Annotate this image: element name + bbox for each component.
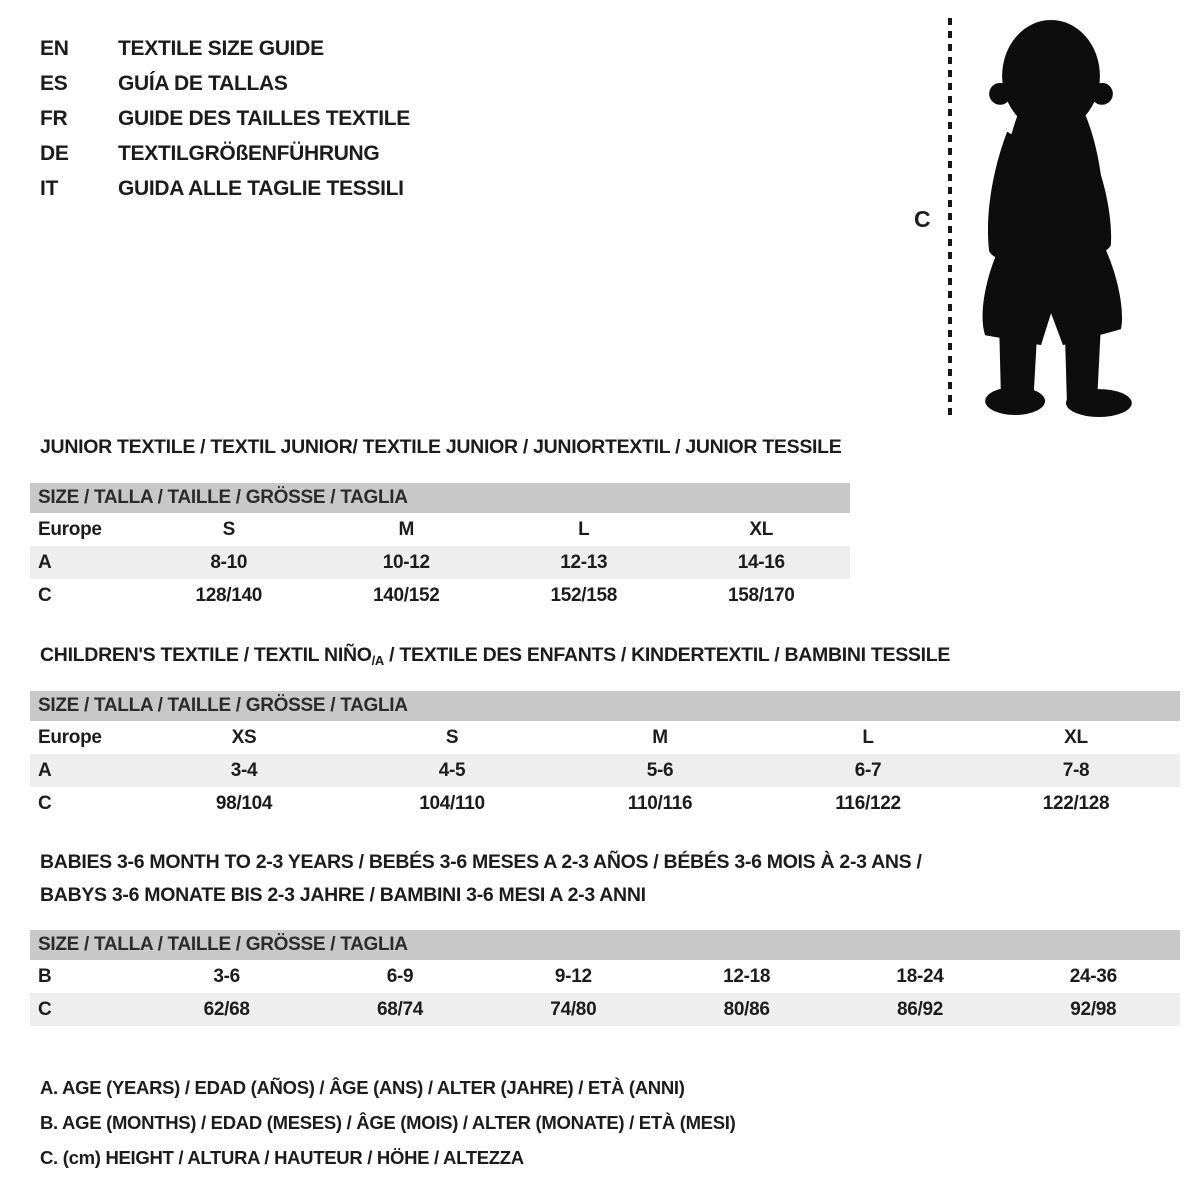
language-row-en xyxy=(40,31,410,66)
age-cell: 12-18 xyxy=(723,965,771,987)
size-cell: XS xyxy=(231,726,257,748)
height-cell: 86/92 xyxy=(896,998,943,1020)
height-cell: 140/152 xyxy=(372,584,440,606)
size-cell: XL xyxy=(749,518,774,540)
row-label: C xyxy=(38,998,52,1020)
age-cell: 3-6 xyxy=(213,965,240,987)
table-row-age-months xyxy=(30,960,1180,993)
junior-size-header: SIZE / TALLA / TAILLE / GRÖSSE / TAGLIA xyxy=(30,483,850,513)
age-cell: 5-6 xyxy=(646,759,674,781)
size-cell: M xyxy=(398,518,415,540)
age-cell: 24-36 xyxy=(1069,965,1117,987)
age-cell: 8-10 xyxy=(210,551,248,573)
table-row-age-years xyxy=(30,754,1180,787)
babies-title-line2: BABYS 3-6 MONATE BIS 2-3 JAHRE / BAMBINI 3-6 MESI A 2-3 ANNI xyxy=(40,884,646,906)
language-row-de xyxy=(40,136,410,171)
height-cell: 110/116 xyxy=(627,792,693,814)
size-cell: S xyxy=(222,518,235,540)
legend-line-a: A. AGE (YEARS) / EDAD (AÑOS) / ÂGE (ANS) / ALTER (JAHRE) / ETÀ (ANNI) xyxy=(40,1077,685,1098)
age-cell: 3-4 xyxy=(230,759,258,781)
table-row-height-cm xyxy=(30,993,1180,1026)
height-measure-label: C xyxy=(914,206,931,232)
babies-title-line1: BABIES 3-6 MONTH TO 2-3 YEARS / BEBÉS 3-6 MESES A 2-3 AÑOS / BÉBÉS 3-6 MOIS À 2-3 ANS / xyxy=(40,851,922,873)
children-size-table xyxy=(30,691,1180,820)
row-label: Europe xyxy=(38,518,102,540)
size-cell: L xyxy=(862,726,874,748)
height-measure-dashed-line xyxy=(948,18,952,416)
row-label: C xyxy=(38,792,52,814)
row-label: C xyxy=(38,584,52,606)
row-label: A xyxy=(38,759,52,781)
children-section-title xyxy=(40,644,950,668)
language-row-es xyxy=(40,66,410,101)
legend-line-c: C. (cm) HEIGHT / ALTURA / HAUTEUR / HÖHE / ALTEZZA xyxy=(40,1147,524,1168)
language-title: GUIDA ALLE TAGLIE TESSILI xyxy=(118,176,404,200)
babies-size-header: SIZE / TALLA / TAILLE / GRÖSSE / TAGLIA xyxy=(30,930,1180,960)
age-cell: 7-8 xyxy=(1062,759,1090,781)
row-label: A xyxy=(38,551,52,573)
age-cell: 10-12 xyxy=(382,551,430,573)
language-code: EN xyxy=(40,36,69,60)
height-cell: 152/158 xyxy=(550,584,618,606)
age-cell: 4-5 xyxy=(438,759,466,781)
age-cell: 18-24 xyxy=(896,965,944,987)
table-row-height-cm xyxy=(30,787,1180,820)
height-cell: 128/140 xyxy=(195,584,263,606)
height-cell: 122/128 xyxy=(1042,792,1110,814)
baby-silhouette-icon xyxy=(968,14,1148,418)
height-cell: 80/86 xyxy=(723,998,770,1020)
language-code: DE xyxy=(40,141,69,165)
table-row-age-years xyxy=(30,546,850,579)
height-cell: 98/104 xyxy=(215,792,273,814)
size-cell: S xyxy=(445,726,459,748)
row-label: Europe xyxy=(38,726,102,748)
table-row-europe xyxy=(30,721,1180,754)
size-cell: L xyxy=(578,518,590,540)
height-cell: 116/122 xyxy=(835,792,901,814)
junior-size-table xyxy=(30,483,850,612)
height-cell: 62/68 xyxy=(203,998,250,1020)
height-cell: 104/110 xyxy=(419,792,485,814)
junior-section-title: JUNIOR TEXTILE / TEXTIL JUNIOR/ TEXTILE JUNIOR / JUNIORTEXTIL / JUNIOR TESSILE xyxy=(40,436,842,458)
height-cell: 74/80 xyxy=(550,998,597,1020)
language-row-it xyxy=(40,171,410,206)
height-cell: 92/98 xyxy=(1070,998,1117,1020)
size-cell: XL xyxy=(1064,726,1088,748)
age-cell: 12-13 xyxy=(560,551,608,573)
children-title-post: / TEXTILE DES ENFANTS / KINDERTEXTIL / BAMBINI TESSILE xyxy=(384,644,951,666)
language-title: GUÍA DE TALLAS xyxy=(118,71,288,95)
age-cell: 9-12 xyxy=(554,965,592,987)
height-cell: 158/170 xyxy=(727,584,795,606)
children-title-subscript: /A xyxy=(371,653,385,668)
table-row-europe xyxy=(30,513,850,546)
age-cell: 14-16 xyxy=(737,551,785,573)
children-title-pre: CHILDREN'S TEXTILE / TEXTIL NIÑO xyxy=(40,644,372,666)
table-row-height-cm xyxy=(30,579,850,612)
height-figure xyxy=(900,0,1200,430)
row-label: B xyxy=(38,965,52,987)
measurement-legend xyxy=(40,1070,735,1175)
age-cell: 6-7 xyxy=(854,759,882,781)
babies-section-title xyxy=(40,846,922,912)
age-cell: 6-9 xyxy=(386,965,414,987)
babies-size-table xyxy=(30,930,1180,1026)
language-code: ES xyxy=(40,71,68,95)
children-size-header: SIZE / TALLA / TAILLE / GRÖSSE / TAGLIA xyxy=(30,691,1180,721)
language-row-fr xyxy=(40,101,410,136)
legend-line-b: B. AGE (MONTHS) / EDAD (MESES) / ÂGE (MOIS) / ALTER (MONATE) / ETÀ (MESI) xyxy=(40,1112,736,1133)
height-cell: 68/74 xyxy=(376,998,424,1020)
language-code: IT xyxy=(40,176,59,200)
language-list xyxy=(40,31,410,206)
size-cell: M xyxy=(652,726,668,748)
language-title: TEXTILGRÖßENFÜHRUNG xyxy=(118,141,380,165)
language-title: TEXTILE SIZE GUIDE xyxy=(118,36,324,60)
language-code: FR xyxy=(40,106,68,130)
language-title: GUIDE DES TAILLES TEXTILE xyxy=(118,106,410,130)
